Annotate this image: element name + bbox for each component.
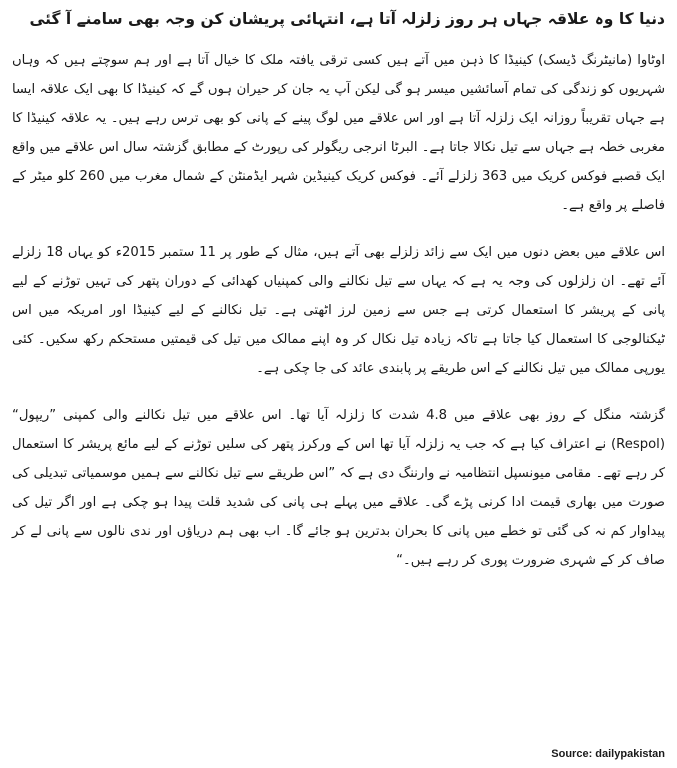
- article-paragraph-1: اوٹاوا (مانیٹرنگ ڈیسک) کینیڈا کا ذہن میں آتے ہیں کسی ترقی یافتہ ملک کا خیال آتا ہے اور ہم سوچتے ہیں کہ وہاں شہریوں کو زندگی کی تمام آسائشیں میسر ہو گی لیکن آپ یہ جان کر حیران ہوں گے کہ کینیڈا کا بھی ایک علاقہ ایسا ہے جہاں تقریباً روزانہ ایک زلزلہ آتا ہے اور اس علاقے میں لوگ پینے کے پانی کو بھی ترس رہے ہیں۔ یہ علاقہ کینیڈا کا مغربی خطہ ہے جہاں سے تیل نکالا جاتا ہے۔ البرٹا انرجی ریگولر کی رپورٹ کے مطابق گزشتہ سال اس علاقے میں واقع ایک قصبے فوکس کریک میں 363 زلزلے آئے۔ فوکس کریک کینیڈین شہر ایڈمنٹن کے شمال مغرب میں 260 کلو میٹر کے فاصلے پر واقع ہے۔: [12, 53, 665, 213]
- source-credit: Source: dailypakistan: [551, 748, 665, 760]
- article-paragraph-2: اس علاقے میں بعض دنوں میں ایک سے زائد زلزلے بھی آتے ہیں، مثال کے طور پر 11 ستمبر 2015ء کو یہاں 18 زلزلے آئے تھے۔ ان زلزلوں کی وجہ یہ ہے کہ یہاں سے تیل نکالنے والی کمپنیاں کھدائی کے دوران پتھر کی تہیں توڑنے کے لیے پانی کے پریشر کا استعمال کرتی ہے جس سے زمین لرز اٹھتی ہے۔ تیل نکالنے کے لیے کینیڈا اور امریکہ میں اس ٹیکنالوجی کا استعمال کیا جاتا ہے تاکہ زیادہ تیل نکال کر وہ اپنے ممالک میں تیل کی قیمتیں مستحکم رکھ سکیں۔ کئی یورپی ممالک میں تیل نکالنے کے اس طریقے پر پابندی عائد کی جا چکی ہے۔: [12, 245, 665, 376]
- article-paragraph-3: گزشتہ منگل کے روز بھی علاقے میں 4.8 شدت کا زلزلہ آیا تھا۔ اس علاقے میں تیل نکالنے والی کمپنی ”ریپول“ (Respol) نے اعتراف کیا ہے کہ جب یہ زلزلہ آیا تھا اس کے ورکرز پتھر کی سلیں توڑنے کے لیے مائع پریشر کا استعمال کر رہے تھے۔ مقامی میونسپل انتظامیہ نے وارننگ دی ہے کہ ”اس طریقے سے تیل نکالنے سے ہمیں موسمیاتی تبدیلی کی صورت میں بھاری قیمت ادا کرنی پڑے گی۔ علاقے میں پہلے ہی پانی کی شدید قلت پیدا ہو چکی ہے اور اگر تیل کی پیداوار کم نہ کی گئی تو خطے میں پانی کا بحران بدترین ہو جائے گا۔ اب بھی ہم دریاؤں اور ندی نالوں سے پانی لے کر صاف کر کے شہری ضرورت پوری کر رہے ہیں۔“: [12, 408, 665, 568]
- article-body: [10, 46, 667, 575]
- article-title: دنیا کا وہ علاقہ جہاں ہر روز زلزلہ آتا ہے، انتہائی پریشان کن وجہ بھی سامنے آ گئی: [29, 10, 665, 28]
